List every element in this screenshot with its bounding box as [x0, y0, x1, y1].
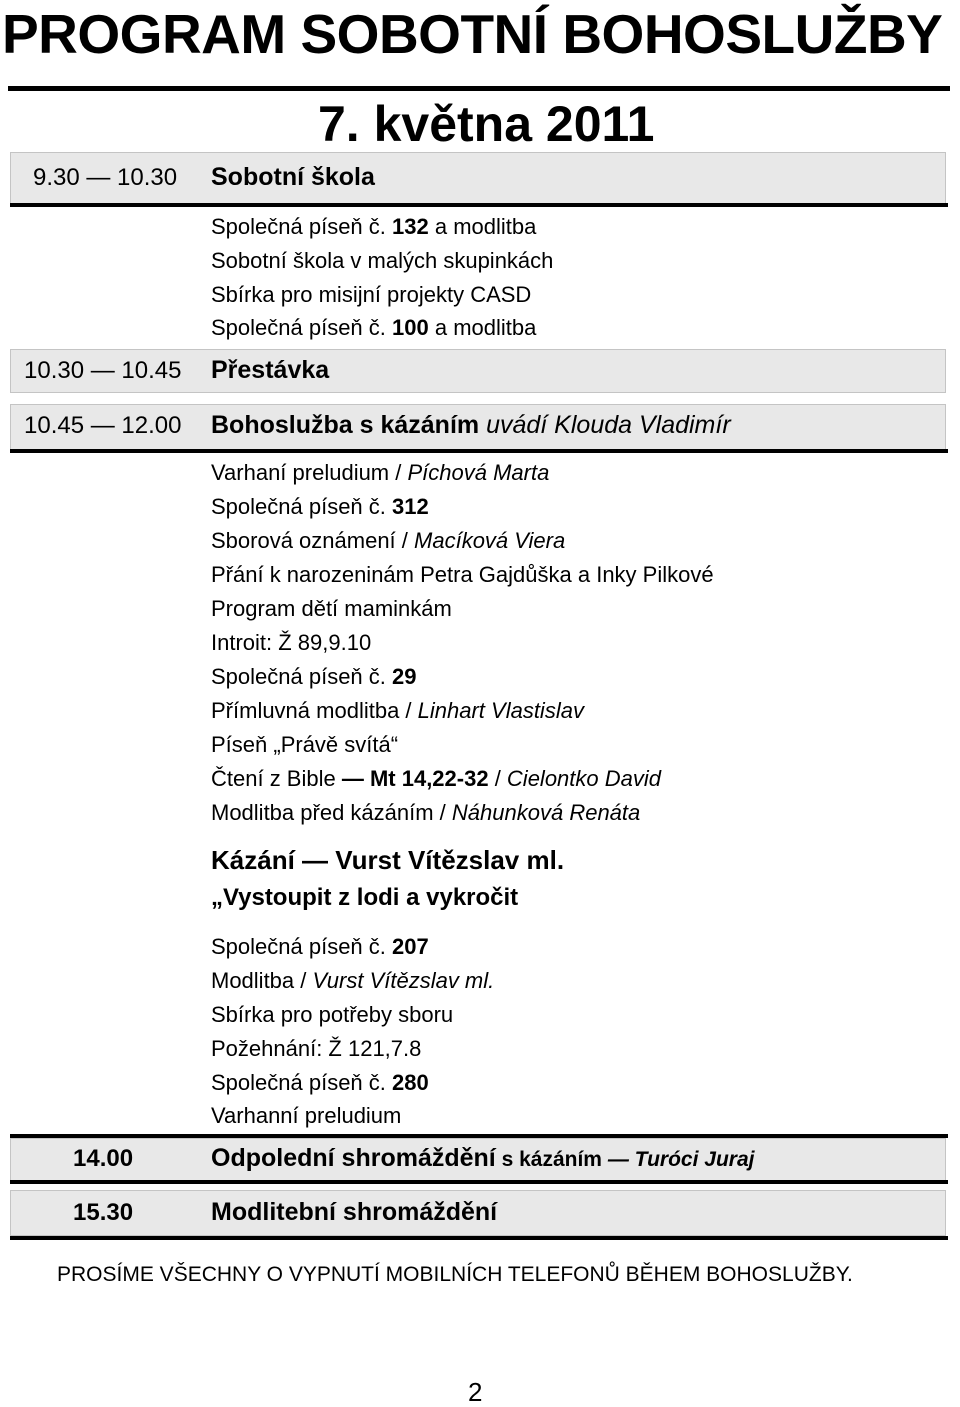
list-item: Společná píseň č. 207	[211, 934, 429, 959]
page-title: PROGRAM SOBOTNÍ BOHOSLUŽBY	[2, 3, 943, 65]
list-item: Program dětí maminkám	[211, 596, 452, 621]
afternoon-title: Odpolední shromáždění s kázáním — Turóci Juraj	[211, 1144, 755, 1172]
list-item: Společná píseň č. 312	[211, 494, 429, 519]
list-item: Sbírka pro misijní projekty CASD	[211, 282, 532, 307]
list-item: Modlitba před kázáním / Náhunková Renáta	[211, 800, 641, 825]
list-item: Sbírka pro potřeby sboru	[211, 1002, 454, 1027]
section-divider	[10, 449, 948, 453]
section-divider	[10, 203, 948, 207]
service-title: Bohoslužba s kázáním uvádí Klouda Vladimír	[211, 411, 731, 439]
list-item: Introit: Ž 89,9.10	[211, 630, 372, 655]
break-time: 10.30 — 10.45	[24, 357, 182, 384]
service-date: 7. května 2011	[318, 96, 655, 152]
list-item: Přímluvná modlitba / Linhart Vlastislav	[211, 698, 584, 723]
afternoon-time: 14.00	[73, 1145, 134, 1172]
header-divider	[8, 86, 950, 91]
list-item: Přání k narozeninám Petra Gajdůška a Inky Pilkové	[211, 562, 714, 587]
prayer-time: 15.30	[73, 1199, 134, 1226]
list-item: Varhaní preludium / Píchová Marta	[211, 460, 550, 485]
sabbath-school-title: Sobotní škola	[211, 163, 375, 191]
section-divider	[10, 1180, 948, 1184]
list-item: Společná píseň č. 100 a modlitba	[211, 315, 537, 340]
list-item: Požehnání: Ž 121,7.8	[211, 1036, 422, 1061]
section-divider	[10, 1236, 948, 1240]
page-number: 2	[468, 1377, 483, 1407]
break-title: Přestávka	[211, 356, 330, 384]
sermon-title: Kázání — Vurst Vítězslav ml.	[211, 845, 565, 875]
sermon-subtitle: „Vystoupit z lodi a vykročit	[211, 884, 519, 911]
list-item: Píseň „Právě svítá“	[211, 732, 399, 757]
list-item: Společná píseň č. 280	[211, 1070, 429, 1095]
sabbath-school-time: 9.30 — 10.30	[33, 164, 178, 191]
list-item: Sobotní škola v malých skupinkách	[211, 248, 554, 273]
list-item: Společná píseň č. 29	[211, 664, 417, 689]
list-item: Modlitba / Vurst Vítězslav ml.	[211, 968, 495, 993]
phone-notice: PROSÍME VŠECHNY O VYPNUTÍ MOBILNÍCH TELEFONŮ BĚHEM BOHOSLUŽBY.	[57, 1263, 853, 1286]
list-item: Čtení z Bible — Mt 14,22-32 / Cielontko David	[211, 766, 661, 791]
list-item: Sborová oznámení / Macíková Viera	[211, 528, 566, 553]
list-item: Společná píseň č. 132 a modlitba	[211, 214, 537, 239]
service-time: 10.45 — 12.00	[24, 412, 182, 439]
prayer-title: Modlitební shromáždění	[211, 1198, 498, 1226]
list-item: Varhanní preludium	[211, 1103, 402, 1128]
